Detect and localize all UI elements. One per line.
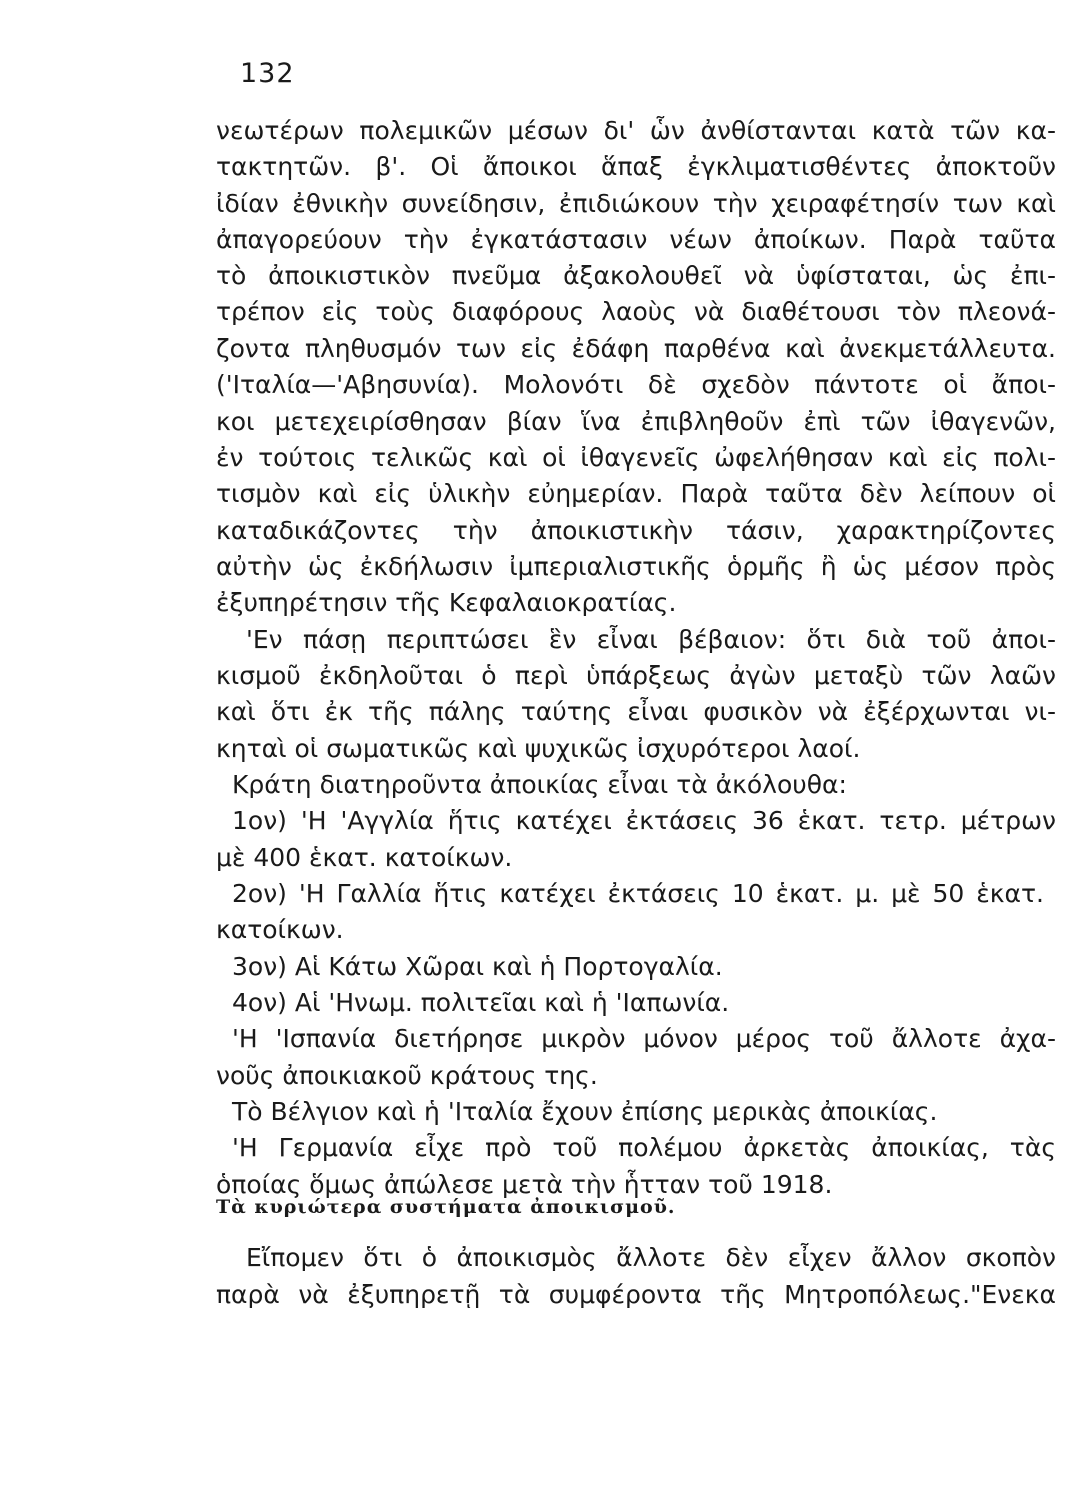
text-line: τὸ ἀποικιστικὸν πνεῦμα ἀξακολουθεῖ νὰ ὑφίσταται, ὡς ἐπι- — [216, 261, 1056, 290]
text-line: ἰδίαν ἐθνικὴν συνείδησιν, ἐπιδιώκουν τὴν χειραφέτησίν των καὶ — [216, 189, 1056, 218]
text-line: καταδικάζοντες τὴν ἀποικιστικὴν τάσιν, χαρακτηρίζοντες — [216, 516, 1056, 545]
text-line: κατοίκων. — [216, 915, 344, 944]
text-line: ὁποίας ὅμως ἀπώλεσε μετὰ τὴν ἧτταν τοῦ 1918. — [216, 1170, 833, 1199]
text-line: νοῦς ἀποικιακοῦ κράτους της. — [216, 1061, 598, 1090]
text-line: 'Η Γερμανία εἶχε πρὸ τοῦ πολέμου ἀρκετὰς ἀποικίας, τὰς — [232, 1133, 1056, 1162]
text-line: 4ον) Αἱ 'Ηνωμ. πολιτεῖαι καὶ ἡ 'Ιαπωνία. — [232, 988, 730, 1017]
text-line: Εἴπομεν ὅτι ὁ ἀποικισμὸς ἄλλοτε δὲν εἶχεν ἄλλον σκοπὸν — [246, 1243, 1056, 1272]
text-line: τρέπον εἰς τοὺς διαφόρους λαοὺς νὰ διαθέτουσι τὸν πλεονά- — [216, 297, 1056, 326]
text-line: 'Η 'Ισπανία διετήρησε μικρὸν μόνον μέρος τοῦ ἄλλοτε ἀχα- — [232, 1024, 1056, 1053]
text-line: 'Εν πάσῃ περιπτώσει ἓν εἶναι βέβαιον: ὅτι διὰ τοῦ ἀποι- — [246, 625, 1056, 654]
text-line: μὲ 400 ἑκατ. κατοίκων. — [216, 843, 513, 872]
text-line: ἀπαγορεύουν τὴν ἐγκατάστασιν νέων ἀποίκων. Παρὰ ταῦτα — [216, 225, 1056, 254]
section-heading: Τὰ κυριώτερα συστήματα ἀποικισμοῦ. — [216, 1196, 676, 1218]
text-line: ('Ιταλία—'Αβησυνία). Μολονότι δὲ σχεδὸν πάντοτε οἱ ἄποι- — [216, 370, 1056, 399]
page-number: 132 — [240, 58, 295, 89]
text-line: κηταὶ οἱ σωματικῶς καὶ ψυχικῶς ἰσχυρότεροι λαοί. — [216, 734, 861, 763]
text-line: ἐν τούτοις τελικῶς καὶ οἱ ἰθαγενεῖς ὠφελήθησαν καὶ εἰς πολι- — [216, 443, 1056, 472]
text-line: κισμοῦ ἐκδηλοῦται ὁ περὶ ὑπάρξεως ἀγὼν μεταξὺ τῶν λαῶν — [216, 661, 1056, 690]
text-line: 3ον) Αἱ Κάτω Χῶραι καὶ ἡ Πορτογαλία. — [232, 952, 723, 981]
text-line: κοι μετεχειρίσθησαν βίαν ἵνα ἐπιβληθοῦν ἐπὶ τῶν ἰθαγενῶν, — [216, 407, 1056, 436]
text-line: αὐτὴν ὡς ἐκδήλωσιν ἰμπεριαλιστικῆς ὁρμῆς ἢ ὡς μέσον πρὸς — [216, 552, 1056, 581]
text-line: νεωτέρων πολεμικῶν μέσων δι' ὧν ἀνθίστανται κατὰ τῶν κα- — [216, 116, 1056, 145]
text-line: 2ον) 'Η Γαλλία ἥτις κατέχει ἐκτάσεις 10 ἑκατ. μ. μὲ 50 ἑκατ. — [232, 879, 1044, 908]
text-line: Κράτη διατηροῦντα ἀποικίας εἶναι τὰ ἀκόλουθα: — [232, 770, 847, 799]
text-line: 1ον) 'Η 'Αγγλία ἥτις κατέχει ἐκτάσεις 36 ἑκατ. τετρ. μέτρων — [232, 806, 1056, 835]
text-line: παρὰ νὰ ἐξυπηρετῇ τὰ συμφέροντα τῆς Μητροπόλεως."Ενεκα — [216, 1280, 1056, 1309]
text-line: Τὸ Βέλγιον καὶ ἡ 'Ιταλία ἔχουν ἐπίσης μερικὰς ἀποικίας. — [232, 1097, 938, 1126]
text-line: καὶ ὅτι ἐκ τῆς πάλης ταύτης εἶναι φυσικὸν νὰ ἐξέρχωνται νι- — [216, 697, 1056, 726]
text-line: ζοντα πληθυσμόν των εἰς ἐδάφη παρθένα καὶ ἀνεκμετάλλευτα. — [216, 334, 1056, 363]
text-line: τακτητῶν. β'. Οἱ ἄποικοι ἅπαξ ἐγκλιματισθέντες ἀποκτοῦν — [216, 152, 1056, 181]
text-line: τισμὸν καὶ εἰς ὑλικὴν εὐημερίαν. Παρὰ ταῦτα δὲν λείπουν οἱ — [216, 479, 1056, 508]
text-line: ἐξυπηρέτησιν τῆς Κεφαλαιοκρατίας. — [216, 588, 677, 617]
